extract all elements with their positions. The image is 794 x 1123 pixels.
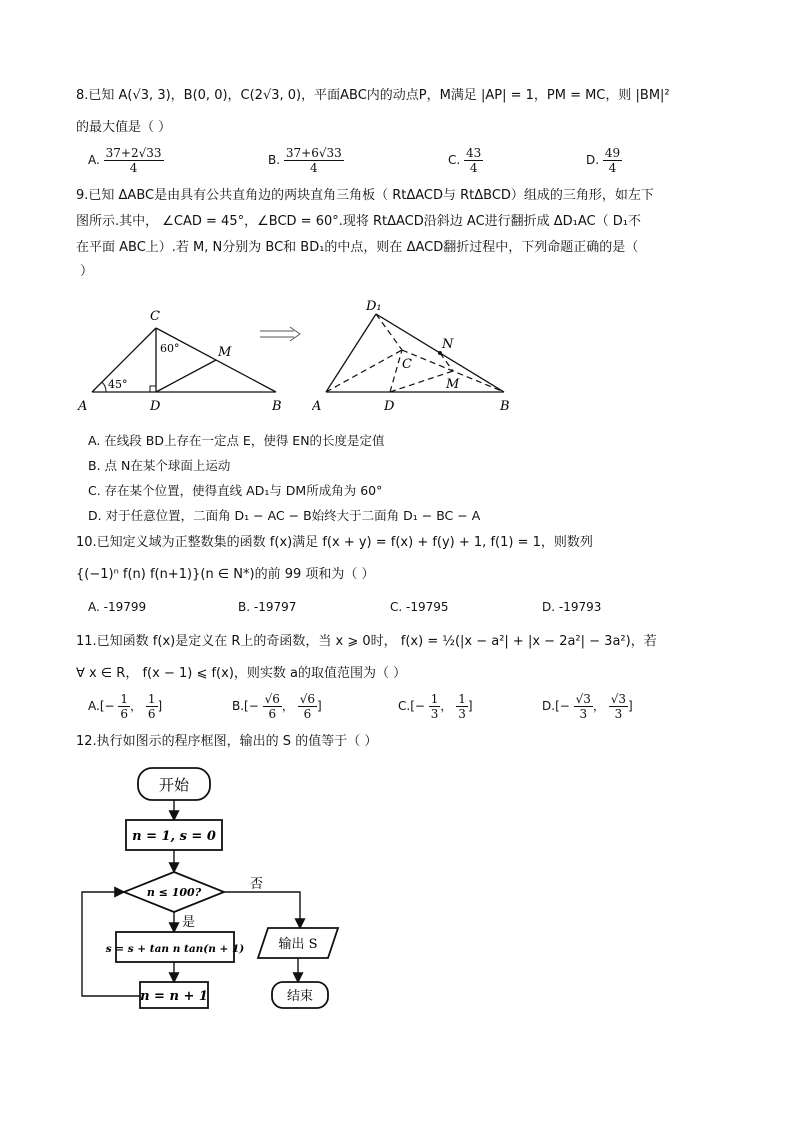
fig1-angle-45: 45° — [108, 378, 128, 391]
fig1-label-d: D — [150, 399, 161, 414]
q9-option-c[interactable]: C. 存在某个位置，使得直线 AD₁与 DM所成角为 60° — [88, 483, 383, 498]
fig1-label-a: A — [78, 399, 88, 414]
fig1-angle-60: 60° — [160, 342, 180, 355]
q11-option-b[interactable]: B.[− $\frac{√6}{6}$ ， $\frac{√6}{6}$ ] — [232, 692, 322, 721]
q8-b-fraction: $\frac{37+6√33}{4}$ — [285, 146, 342, 175]
fig2-label-b: B — [500, 399, 510, 414]
fig2-ac — [326, 350, 402, 392]
flow-init-label: n = 1, s = 0 — [132, 829, 216, 844]
flow-no-label: 否 — [250, 877, 264, 892]
q8-option-c[interactable]: C. $\frac{43}{4}$ — [448, 146, 482, 175]
q9-line4: ） — [80, 264, 94, 279]
fig2-ad1 — [326, 314, 376, 392]
flow-start-label: 开始 — [158, 776, 190, 794]
fig2-dm — [390, 371, 453, 392]
fig1-label-c: C — [150, 309, 160, 324]
fig2-label-d1: D₁ — [366, 299, 382, 314]
fig1-arc45 — [102, 382, 106, 392]
q10-option-c[interactable]: C. -19795 — [390, 600, 449, 614]
q12-flowchart — [76, 760, 346, 1016]
q11-option-c[interactable]: C.[− $\frac{1}{3}$ ， $\frac{1}{3}$ ] — [398, 692, 473, 721]
q10-line1: 10.已知定义域为正整数集的函数 f(x)满足 f(x + y) = f(x) + f(y) + 1, f(1) = 1，则数列 — [76, 535, 593, 550]
flow-end-label: 结束 — [286, 989, 314, 1004]
q10-option-a[interactable]: A. -19799 — [88, 600, 147, 614]
q8-stem-cont: 的最大值是（ ） — [76, 120, 172, 135]
q8-option-b[interactable]: B. $\frac{37+6√33}{4}$ — [268, 146, 342, 175]
q9-option-d[interactable]: D. 对于任意位置，二面角 D₁ − AC − B始终大于二面角 D₁ − BC − A — [88, 508, 481, 523]
q9-option-a[interactable]: A. 在线段 BD上存在一定点 E，使得 EN的长度是定值 — [88, 433, 385, 448]
q10-line2: {(−1)ⁿ f(n) f(n+1)}(n ∈ N*)的前 99 项和为（ ） — [76, 567, 375, 582]
q8-d-fraction: $\frac{49}{4}$ — [604, 146, 621, 175]
flow-inc-label: n = n + 1 — [140, 989, 208, 1004]
flow-condition-label: n ≤ 100? — [146, 886, 202, 899]
fig1-right-angle — [150, 386, 156, 392]
fig1-label-b: B — [272, 399, 282, 414]
q9-line1: 9.已知 ΔABC是由具有公共直角边的两块直角三角板（ RtΔACD与 RtΔBCD）组成的三角形，如左下 — [76, 188, 654, 203]
q8-stem: 8.已知 A(√3, 3)，B(0, 0)，C(2√3, 0)，平面ABC内的动点P，M满足 |AP| = 1，PM = MC，则 |BM|² — [76, 88, 670, 103]
fig2-label-n: N — [442, 337, 454, 352]
fig2-label-m: M — [446, 377, 460, 392]
q8-a-fraction: $\frac{37+2√33}{4}$ — [105, 146, 162, 175]
q11-line2: ∀ x ∈ R， f(x − 1) ⩽ f(x)，则实数 a的取值范围为（ ） — [76, 666, 407, 681]
fig2-d1c — [376, 314, 402, 350]
fig2-label-a: A — [312, 399, 322, 414]
q9-line2: 图所示.其中， ∠CAD = 45°，∠BCD = 60°.现将 RtΔACD沿斜边 AC进行翻折成 ΔD₁AC（ D₁不 — [76, 214, 641, 229]
q11-option-d[interactable]: D.[− $\frac{√3}{3}$ ， $\frac{√3}{3}$ ] — [542, 692, 633, 721]
q9-line3: 在平面 ABC上）.若 M, N分别为 BC和 BD₁的中点，则在 ΔACD翻折过程中，下列命题正确的是（ — [76, 240, 639, 255]
q10-option-b[interactable]: B. -19797 — [238, 600, 297, 614]
fig2-nm — [440, 353, 453, 371]
q8-option-a[interactable]: A. $\frac{37+2√33}{4}$ — [88, 146, 162, 175]
q12-line1: 12.执行如图示的程序框图，输出的 S 的值等于（ ） — [76, 734, 378, 749]
flow-yes-label: 是 — [182, 915, 196, 930]
q9-figure-right — [312, 296, 528, 420]
q9-option-b[interactable]: B. 点 N在某个球面上运动 — [88, 458, 231, 473]
q8-option-d[interactable]: D. $\frac{49}{4}$ — [586, 146, 621, 175]
q9-transform-arrow — [258, 326, 304, 342]
q10-option-d[interactable]: D. -19793 — [542, 600, 602, 614]
q9-figure-left — [76, 300, 296, 420]
q11-option-a[interactable]: A.[− $\frac{1}{6}$ ， $\frac{1}{6}$ ] — [88, 692, 163, 721]
fig2-label-d: D — [384, 399, 395, 414]
flow-body-label: s = s + tan n tan(n + 1) — [105, 943, 245, 955]
q11-line1: 11.已知函数 f(x)是定义在 R上的奇函数，当 x ⩾ 0时， f(x) = ½(|x − a²| + |x − 2a²| − 3a²)，若 — [76, 634, 657, 649]
fig2-label-c: C — [402, 357, 412, 372]
q8-c-fraction: $\frac{43}{4}$ — [466, 146, 482, 175]
fig1-dm — [156, 360, 216, 392]
fig1-label-m: M — [218, 345, 232, 360]
flow-output-label: 输出 S — [278, 937, 318, 952]
